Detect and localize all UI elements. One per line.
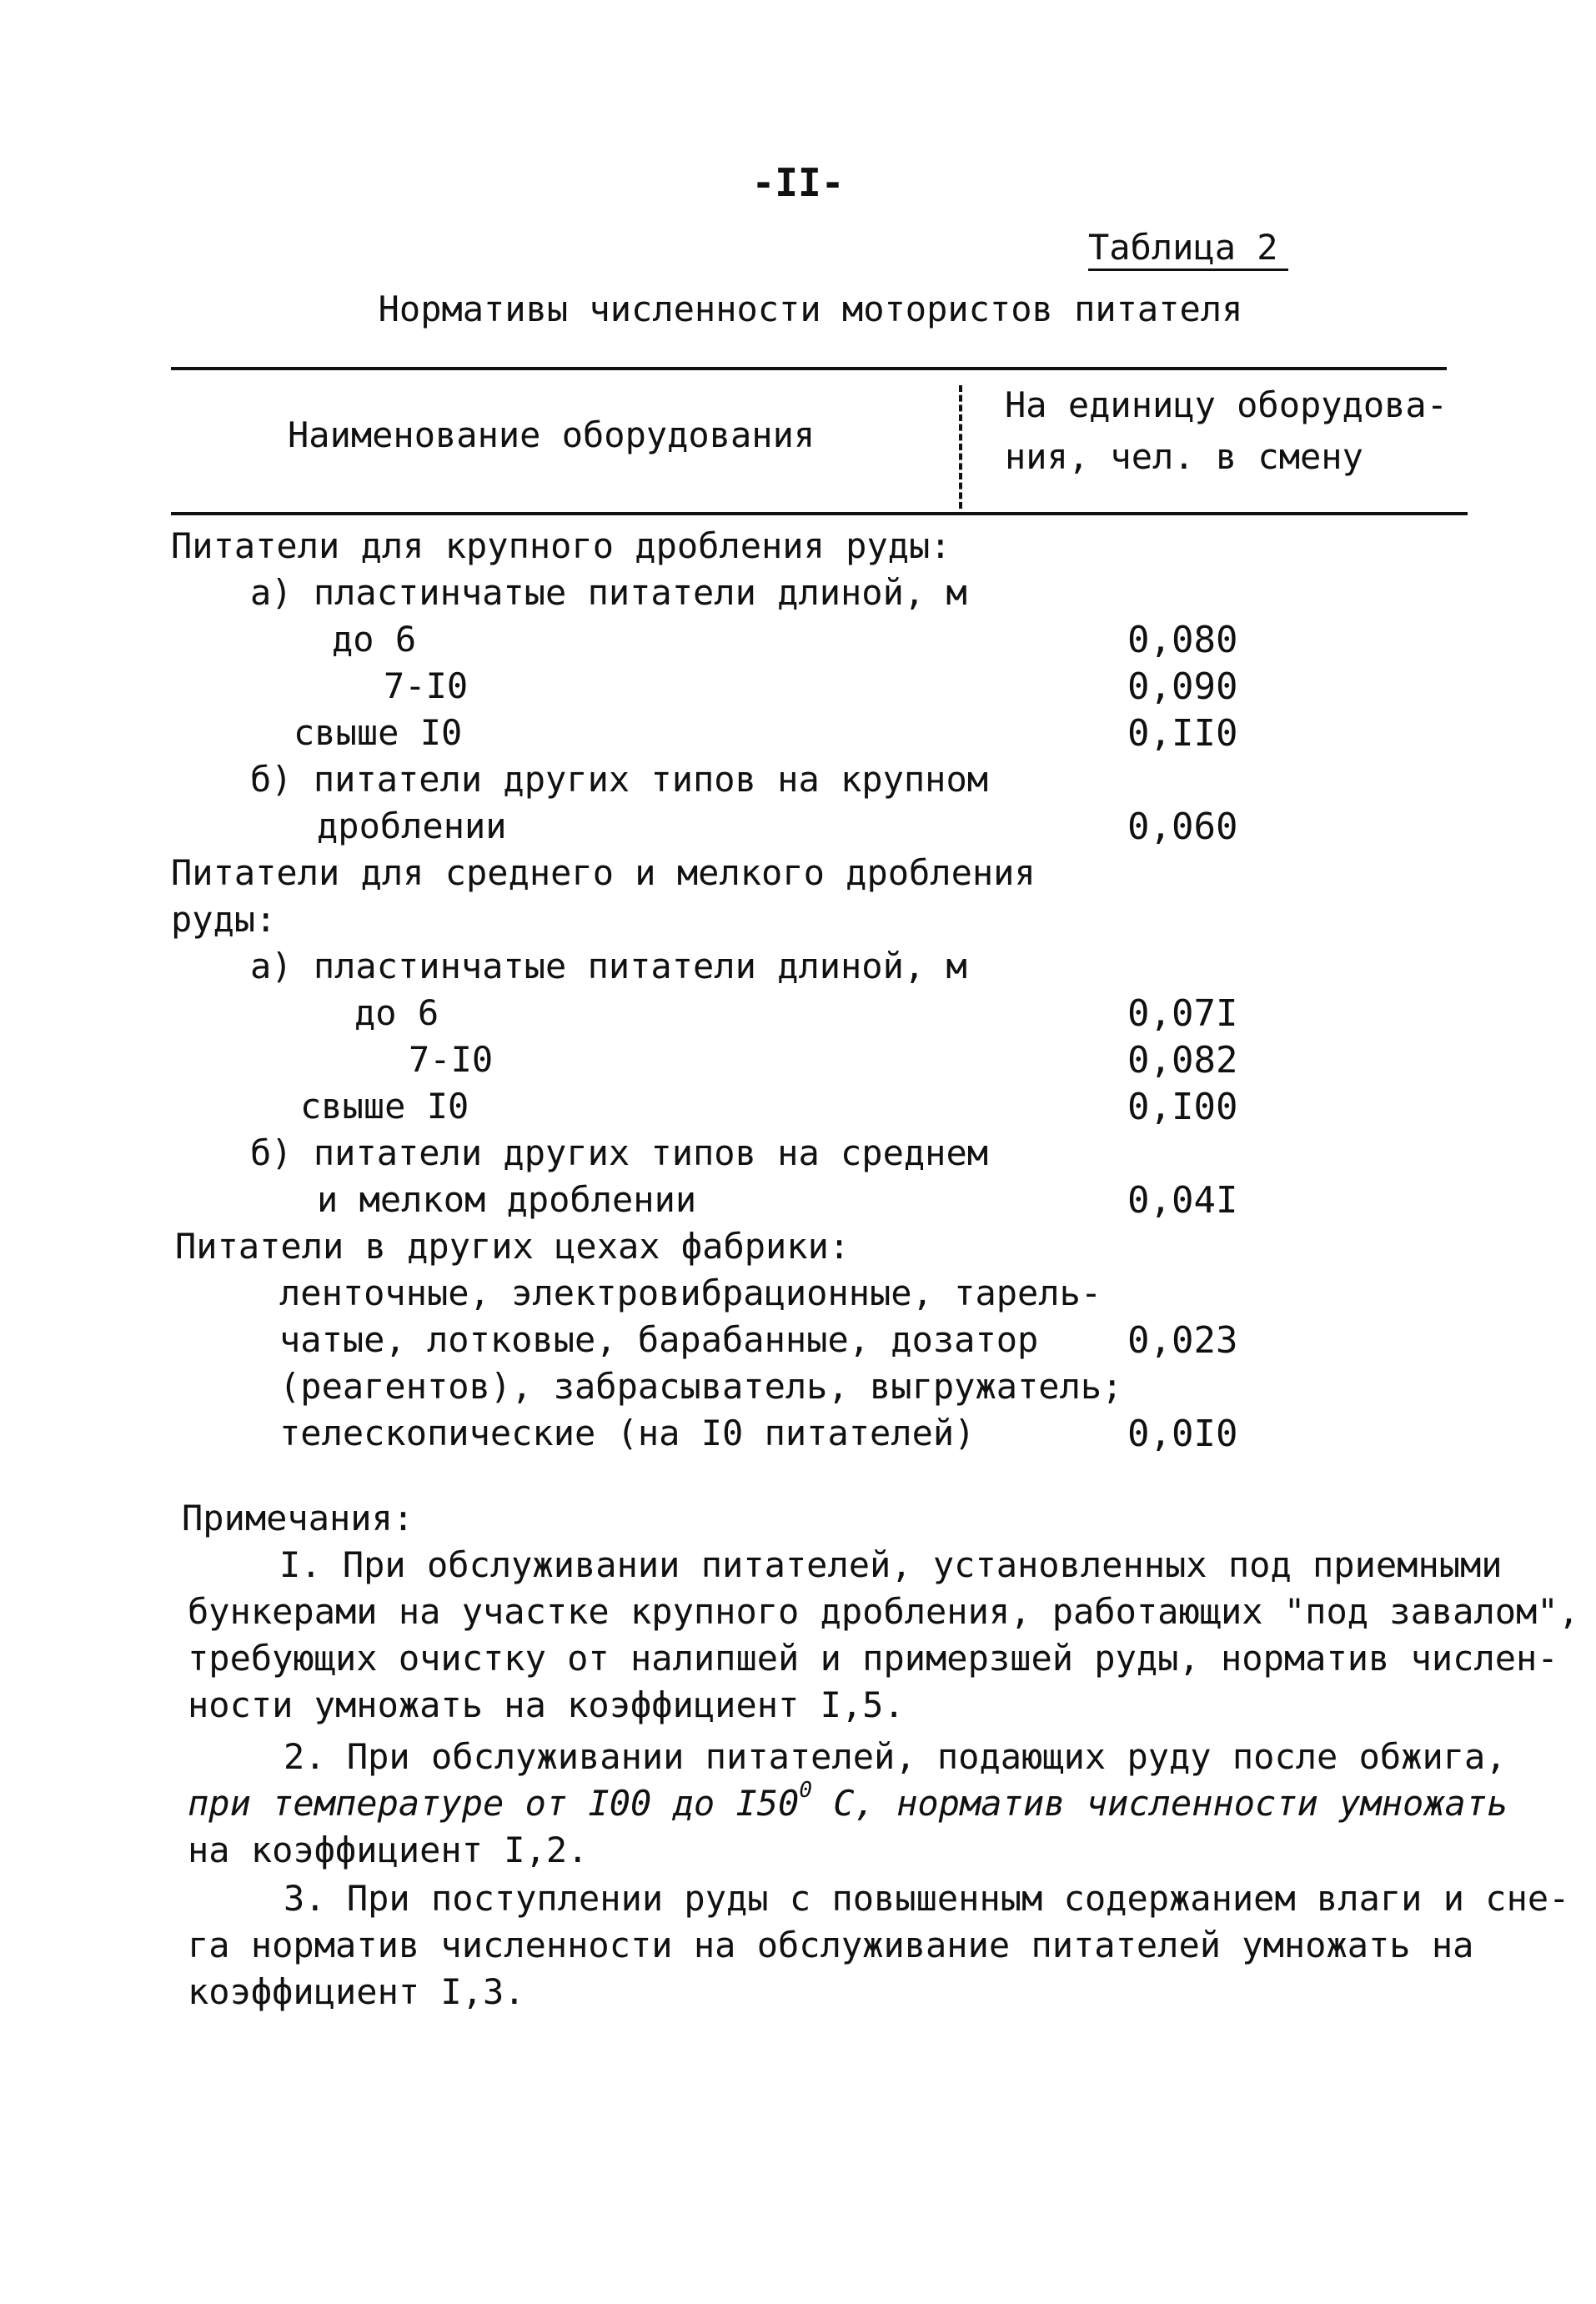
row-value: 0,07I xyxy=(1127,992,1238,1035)
row-value: 0,082 xyxy=(1127,1039,1238,1082)
row-value: 0,090 xyxy=(1127,665,1238,708)
table-title: Нормативы численности мотористов питателя xyxy=(378,289,1243,329)
row-label: 7-I0 xyxy=(409,1039,494,1080)
table-row xyxy=(0,665,1596,712)
header-per-unit-line1: На единицу оборудова- xyxy=(1005,384,1448,425)
table-row xyxy=(0,1319,1596,1366)
row-value: 0,I00 xyxy=(1127,1086,1238,1128)
degree-superscript: 0 xyxy=(799,1778,812,1803)
note-line: коэффициент I,3. xyxy=(188,1971,525,2012)
row-value: 0,04I xyxy=(1127,1179,1238,1222)
table-row xyxy=(0,525,1596,572)
row-label: б) питатели других типов на крупном xyxy=(250,759,989,800)
row-label: Питатели в других цехах фабрики: xyxy=(175,1226,851,1267)
table-row xyxy=(0,1272,1596,1319)
row-label: (реагентов), забрасыватель, выгружатель; xyxy=(279,1366,1123,1407)
row-label: а) пластинчатые питатели длиной, м xyxy=(250,946,967,986)
note-line: бункерами на участке крупного дробления, работающих "под завалом", xyxy=(188,1591,1579,1632)
row-label: и мелком дроблении xyxy=(317,1179,697,1220)
table-row xyxy=(0,1226,1596,1272)
row-label: Питатели для среднего и мелкого дробления xyxy=(171,852,1036,893)
row-value: 0,0I0 xyxy=(1127,1413,1238,1455)
table-row xyxy=(0,1179,1596,1226)
row-label: чатые, лотковые, барабанные, дозатор xyxy=(279,1319,1039,1360)
table-row xyxy=(0,852,1596,899)
row-label: руды: xyxy=(171,899,277,940)
header-per-unit xyxy=(1005,379,1472,483)
note-line xyxy=(188,1778,1508,1824)
table-row xyxy=(0,712,1596,759)
row-value: 0,023 xyxy=(1127,1319,1238,1362)
table-label: Таблица 2 xyxy=(1088,227,1278,268)
page-number: -II- xyxy=(751,160,845,205)
note-text: C, норматив численности умножать xyxy=(811,1783,1508,1824)
table-row xyxy=(0,1366,1596,1413)
note-line: ности умножать на коэффициент I,5. xyxy=(188,1684,905,1725)
table-row xyxy=(0,572,1596,619)
row-label: до 6 xyxy=(332,619,417,660)
header-bottom-rule xyxy=(171,512,1468,515)
table-row xyxy=(0,1039,1596,1086)
note-line: на коэффициент I,2. xyxy=(188,1830,589,1870)
row-value: 0,060 xyxy=(1127,806,1238,848)
notes-heading: Примечания: xyxy=(182,1498,414,1539)
note-line: га норматив численности на обслуживание питателей умножать на xyxy=(188,1925,1474,1965)
table-top-rule xyxy=(171,367,1447,370)
table-row xyxy=(0,759,1596,806)
table-row xyxy=(0,992,1596,1039)
header-per-unit-line2: ния, чел. в смену xyxy=(1005,436,1363,477)
row-value: 0,080 xyxy=(1127,619,1238,661)
note-text: при температуре от I00 до I50 xyxy=(188,1783,800,1824)
note-line: требующих очистку от налипшей и примерзшей руды, норматив числен- xyxy=(188,1638,1558,1679)
row-value: 0,II0 xyxy=(1127,712,1238,755)
row-label: свыше I0 xyxy=(300,1086,469,1127)
row-label: телескопические (на I0 питателей) xyxy=(279,1413,976,1453)
table-row xyxy=(0,899,1596,946)
table-row xyxy=(0,1132,1596,1179)
row-label: ленточные, электровибрационные, тарель- xyxy=(279,1272,1102,1313)
row-label: свыше I0 xyxy=(294,712,463,753)
row-label: б) питатели других типов на среднем xyxy=(250,1132,989,1173)
row-label: Питатели для крупного дробления руды: xyxy=(171,525,951,566)
row-label: до 6 xyxy=(354,992,439,1033)
header-equipment-name: Наименование оборудования xyxy=(288,414,816,455)
table-row xyxy=(0,619,1596,665)
header-column-separator xyxy=(959,385,962,509)
table-row xyxy=(0,806,1596,852)
row-label: а) пластинчатые питатели длиной, м xyxy=(250,572,967,613)
row-label: 7-I0 xyxy=(384,665,469,706)
table-label-underline xyxy=(1088,269,1288,271)
table-row xyxy=(0,1413,1596,1459)
table-row xyxy=(0,1086,1596,1132)
row-label: дроблении xyxy=(317,806,507,846)
note-line: I. При обслуживании питателей, установленных под приемными xyxy=(279,1544,1503,1585)
note-line: 2. При обслуживании питателей, подающих руду после обжига, xyxy=(284,1736,1507,1777)
table-row xyxy=(0,946,1596,992)
note-line: 3. При поступлении руды с повышенным содержанием влаги и сне- xyxy=(284,1878,1570,1919)
